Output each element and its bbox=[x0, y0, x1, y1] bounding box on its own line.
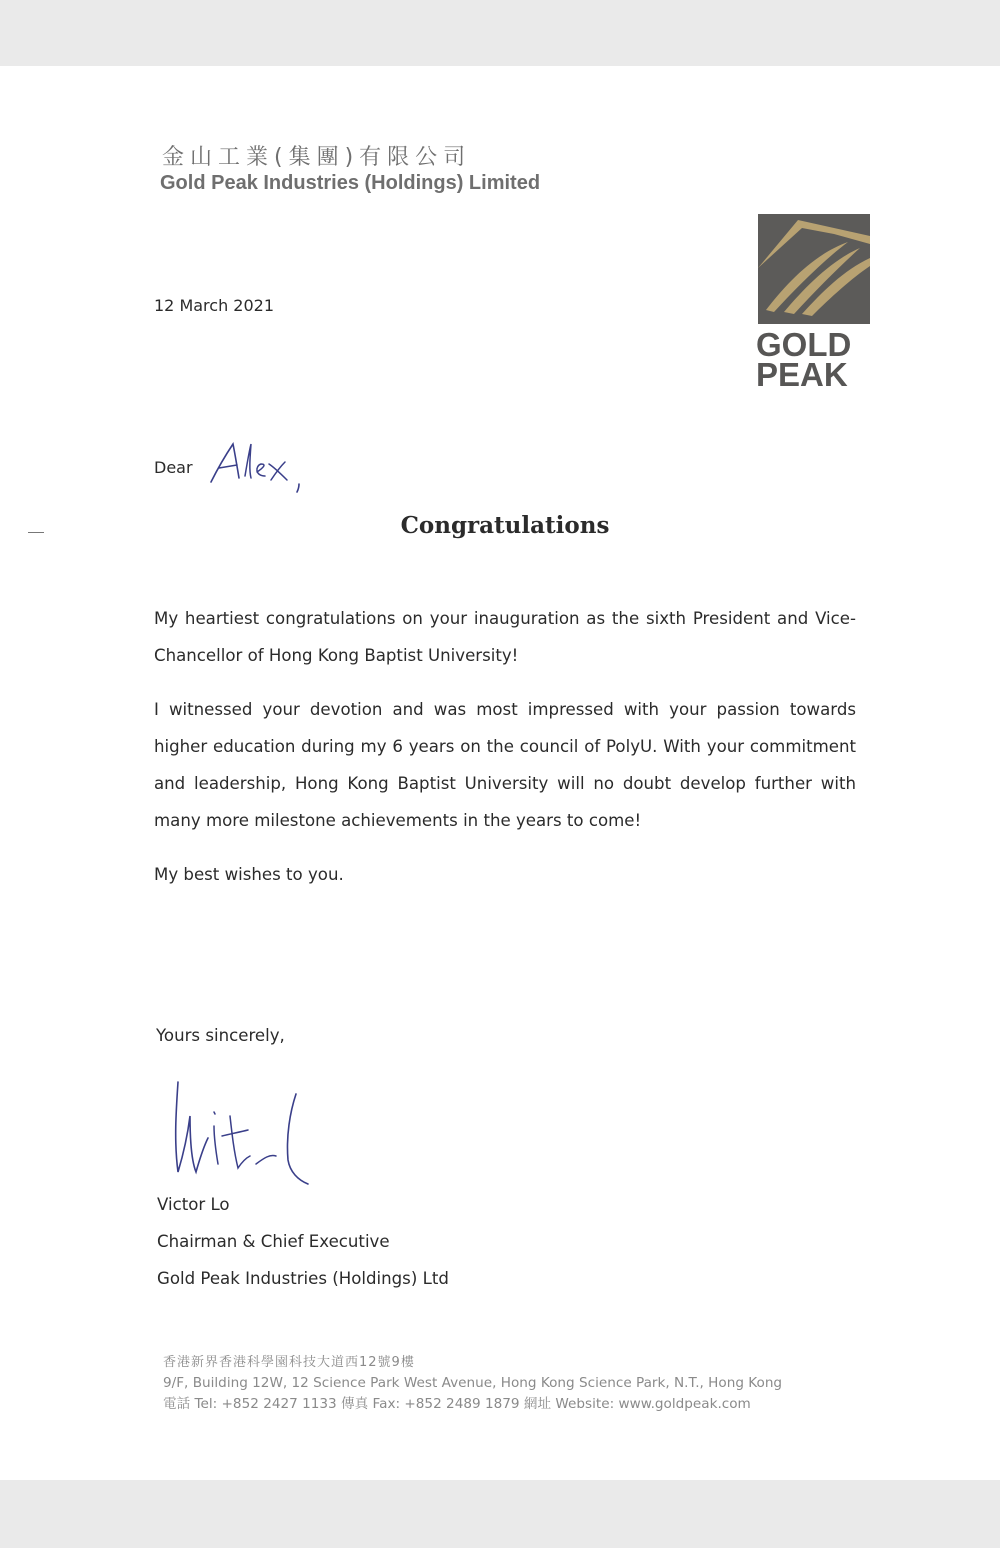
logo-text-peak: PEAK bbox=[756, 356, 848, 393]
footer-address-chinese: 香港新界香港科學園科技大道西12號9樓 bbox=[163, 1355, 415, 1370]
footer-contact-line: 電話 Tel: +852 2427 1133 傳真 Fax: +852 2489 1879 網址 Website: www.goldpeak.com bbox=[163, 1396, 751, 1412]
signatory-block bbox=[157, 1186, 449, 1297]
handwritten-signature bbox=[160, 1072, 320, 1192]
body-paragraph: I witnessed your devotion and was most impressed with your passion towards higher education during my 6 years on the council of PolyU. With your commitment and leadership, Hong Kong Baptist University will no doubt develop further with many more milestone achievements in the years to come! bbox=[154, 700, 856, 830]
letter-date: 12 March 2021 bbox=[154, 296, 275, 315]
body-paragraph: My heartiest congratulations on your inauguration as the sixth President and Vice-Chancellor of Hong Kong Baptist University! bbox=[154, 609, 856, 665]
mountain-peak-icon bbox=[758, 214, 870, 324]
logo-text-gold: GOLD bbox=[756, 326, 852, 363]
signatory-title: Chairman & Chief Executive bbox=[157, 1232, 390, 1251]
footer-address-english: 9/F, Building 12W, 12 Science Park West Avenue, Hong Kong Science Park, N.T., Hong Kong bbox=[163, 1375, 783, 1391]
letter-subject: Congratulations bbox=[400, 512, 610, 539]
letterhead-footer bbox=[163, 1352, 782, 1415]
body-paragraph: My best wishes to you. bbox=[154, 865, 344, 884]
logo-mountain-emblem bbox=[758, 214, 870, 324]
letter-page bbox=[0, 66, 1000, 1480]
letterhead-company-name-chinese: 金山工業(集團)有限公司 bbox=[162, 145, 472, 170]
salutation: Dear bbox=[154, 458, 193, 477]
signatory-company: Gold Peak Industries (Holdings) Ltd bbox=[157, 1269, 449, 1288]
letter-closing: Yours sincerely, bbox=[156, 1026, 285, 1045]
handwritten-salutation-name bbox=[205, 434, 315, 494]
signatory-name: Victor Lo bbox=[157, 1195, 230, 1214]
letterhead-company-name-english: Gold Peak Industries (Holdings) Limited bbox=[160, 172, 541, 194]
gold-peak-logo bbox=[752, 214, 876, 392]
letter-body bbox=[154, 600, 856, 910]
